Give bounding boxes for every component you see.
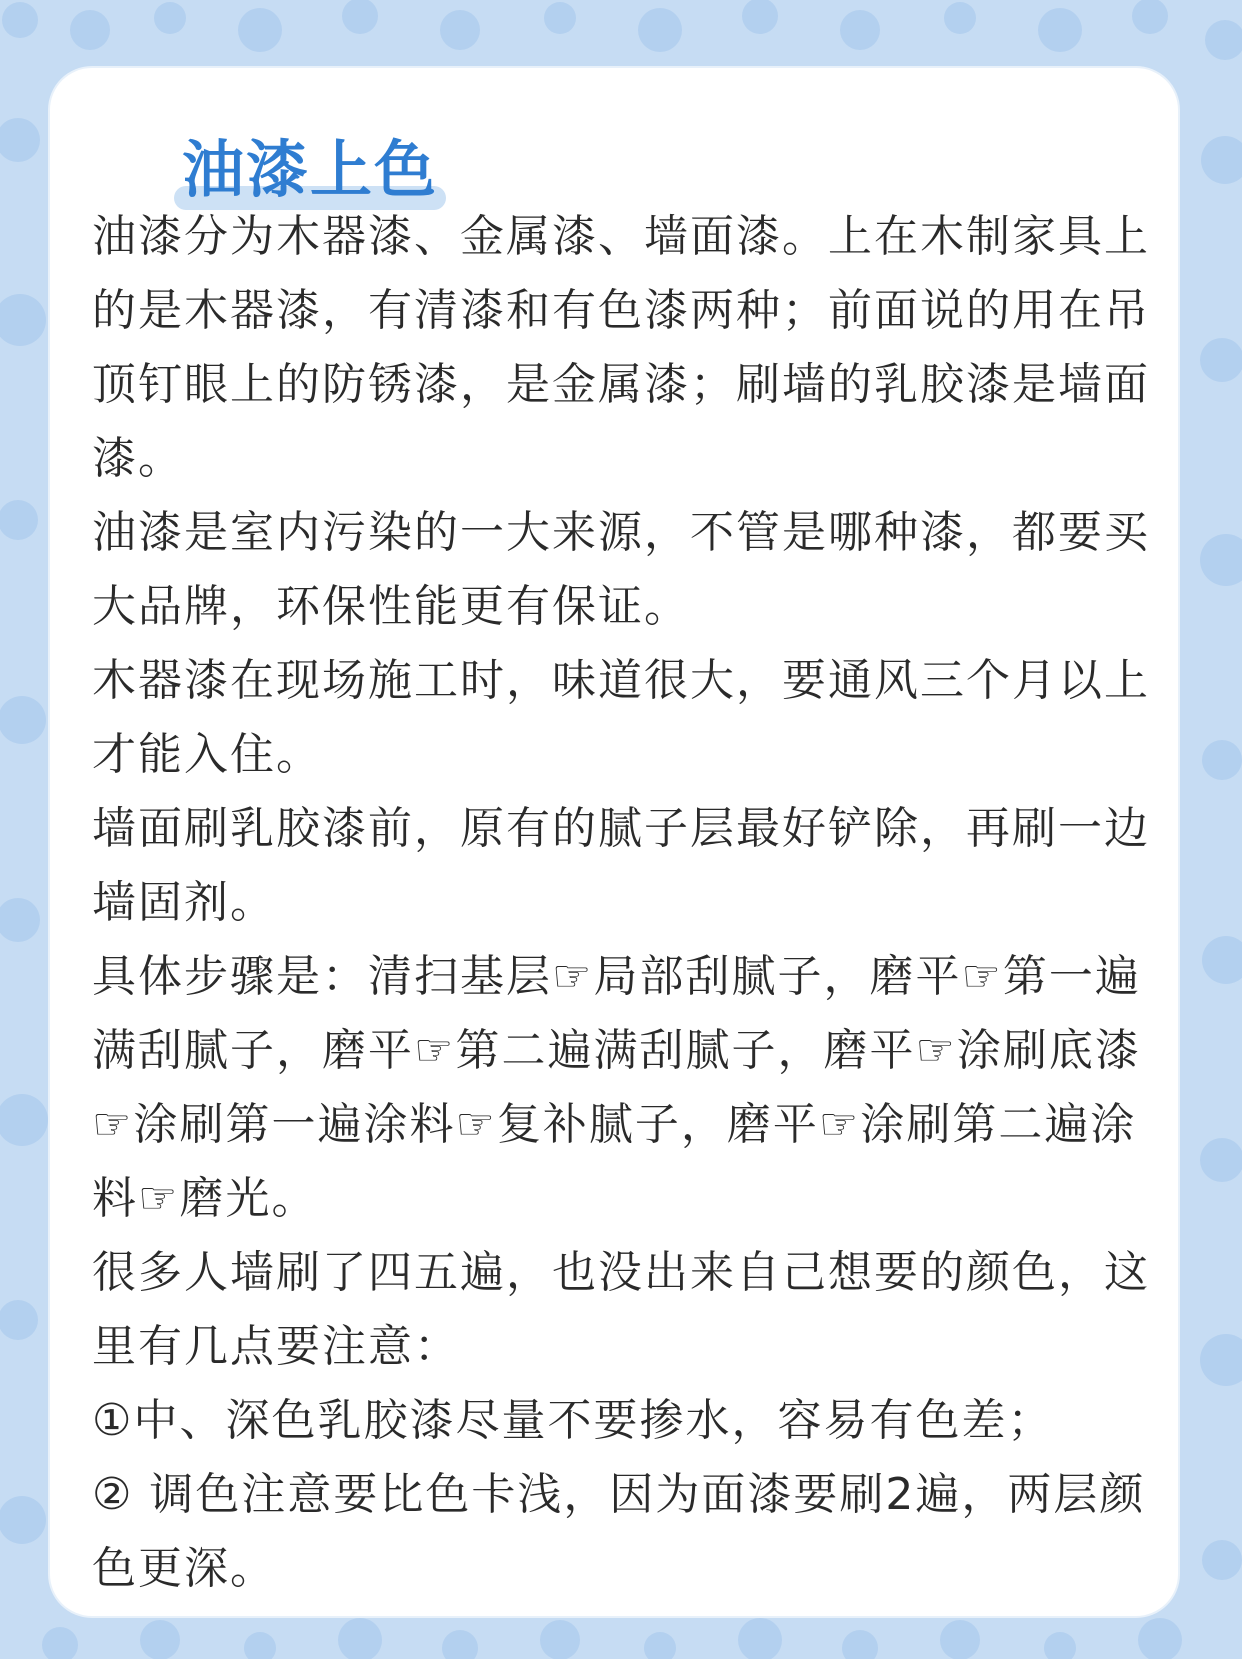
paragraph-pollution-source: 油漆是室内污染的一大来源，不管是哪种漆，都要买大品牌，环保性能更有保证。 [92,507,1150,632]
paragraph-color-notes-intro: 很多人墙刷了四五遍，也没出来自己想要的颜色，这里有几点要注意： [92,1247,1150,1372]
article-body [92,200,1152,1606]
paragraph-note-1: ①中、深色乳胶漆尽量不要掺水，容易有色差； [92,1395,1054,1446]
title-block [132,106,452,206]
content-card [50,68,1178,1616]
paragraph-ventilation: 木器漆在现场施工时，味道很大，要通风三个月以上才能入住。 [92,655,1150,780]
paragraph-steps: 具体步骤是：清扫基层☞局部刮腻子，磨平☞第一遍满刮腻子，磨平☞第二遍满刮腻子，磨平☞涂刷底漆☞涂刷第一遍涂料☞复补腻子，磨平☞涂刷第二遍涂料☞磨光。 [92,951,1141,1224]
page-title: 油漆上色 [182,133,439,206]
paragraph-note-2: ② 调色注意要比色卡浅，因为面漆要刷2遍，两层颜色更深。 [92,1469,1146,1594]
paragraph-paint-types: 油漆分为木器漆、金属漆、墙面漆。上在木制家具上的是木器漆，有清漆和有色漆两种；前面说的用在吊顶钉眼上的防锈漆，是金属漆；刷墙的乳胶漆是墙面漆。 [92,211,1150,484]
paragraph-putty-removal: 墙面刷乳胶漆前，原有的腻子层最好铲除，再刷一边墙固剂。 [92,803,1150,928]
